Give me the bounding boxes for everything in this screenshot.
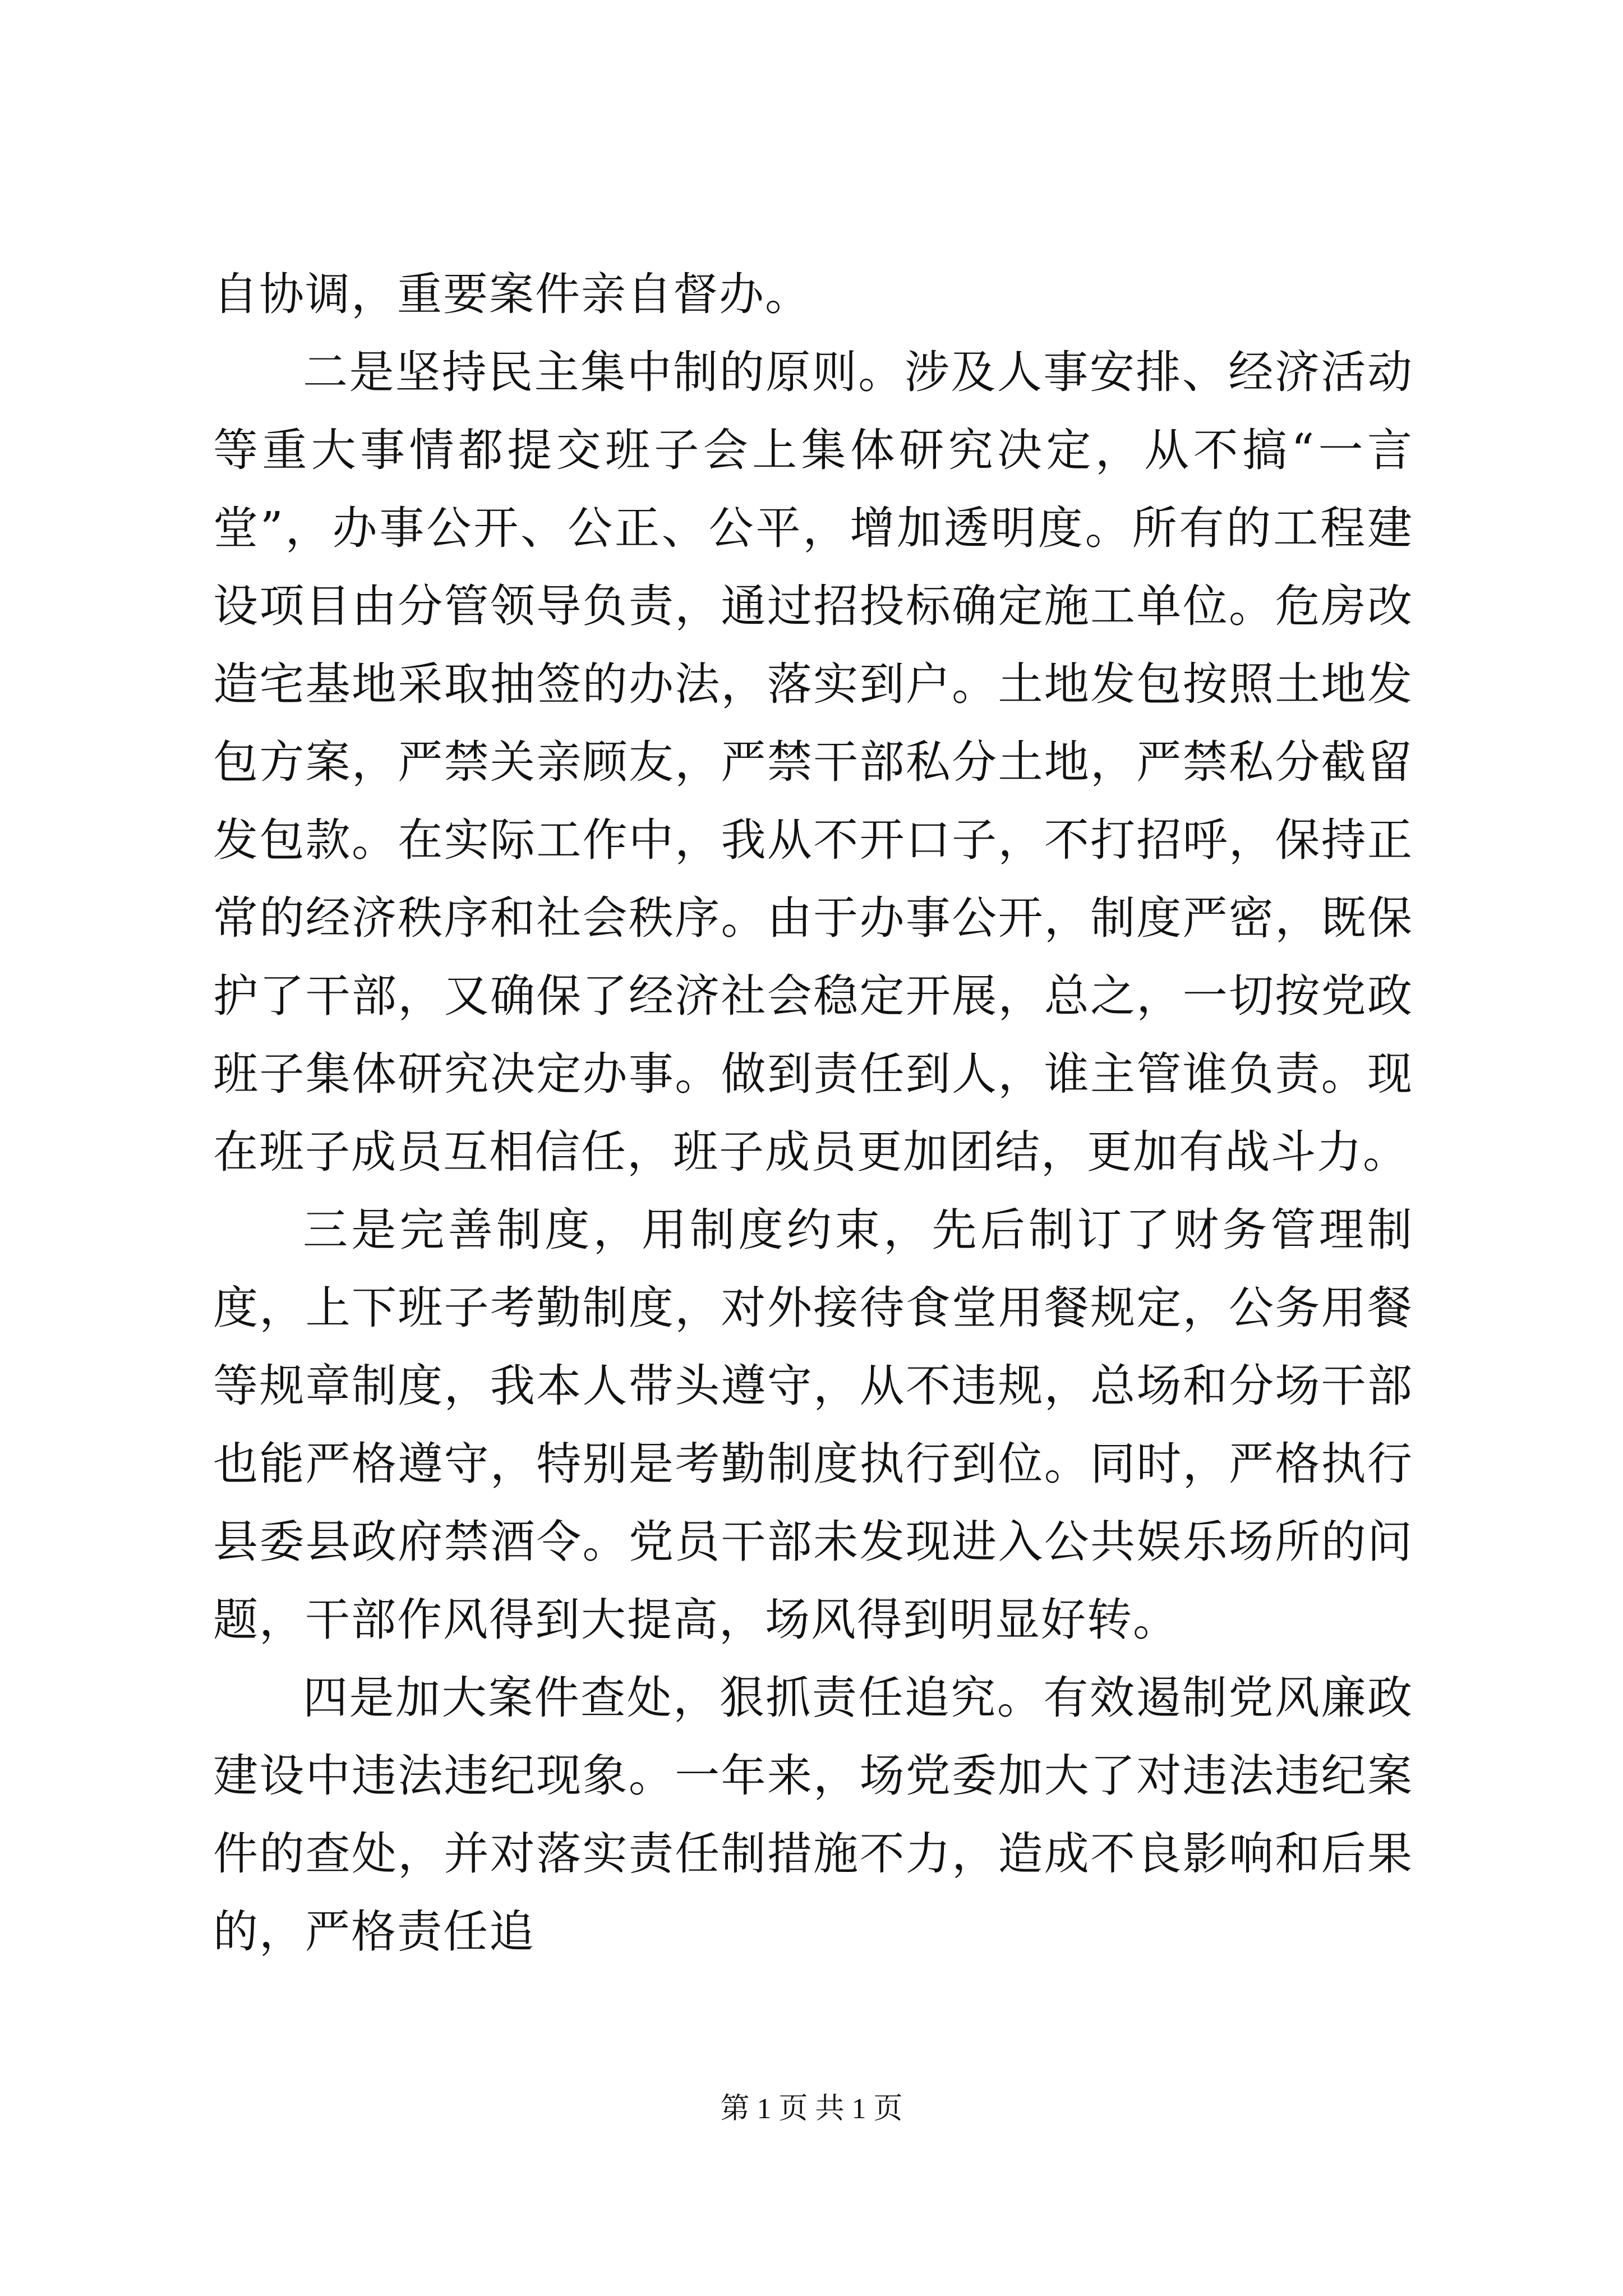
paragraph-point-three: 三是完善制度，用制度约束，先后制订了财务管理制度，上下班子考勤制度，对外接待食堂用餐规定，公务用餐等规章制度，我本人带头遵守，从不违规，总场和分场干部也能严格遵守，特别是考勤制度执行到位。同时，严格执行县委县政府禁酒令。党员干部未发现进入公共娱乐场所的问题，干部作风得到大提高，场风得到明显好转。 [213,1204,1413,1646]
page-number-label: 第 1 页 共 1 页 [720,2093,903,2125]
page-footer [0,2092,1623,2126]
document-body [213,255,1413,1971]
paragraph-point-four: 四是加大案件查处，狠抓责任追究。有效遏制党风廉政建设中违法违纪现象。一年来，场党委加大了对违法违纪案件的查处，并对落实责任制措施不力，造成不良影响和后果的，严格责任追 [213,1672,1413,1958]
paragraph-point-two: 二是坚持民主集中制的原则。涉及人事安排、经济活动等重大事情都提交班子会上集体研究决定，从不搞“一言堂”，办事公开、公正、公平，增加透明度。所有的工程建设项目由分管领导负责，通过招投标确定施工单位。危房改造宅基地采取抽签的办法，落实到户。土地发包按照土地发包方案，严禁关亲顾友，严禁干部私分土地，严禁私分截留发包款。在实际工作中，我从不开口子，不打招呼，保持正常的经济秩序和社会秩序。由于办事公开，制度严密，既保护了干部，又确保了经济社会稳定开展，总之，一切按党政班子集体研究决定办事。做到责任到人，谁主管谁负责。现在班子成员互相信任，班子成员更加团结，更加有战斗力。 [213,346,1413,1178]
paragraph-continuation: 自协调，重要案件亲自督办。 [213,268,811,320]
